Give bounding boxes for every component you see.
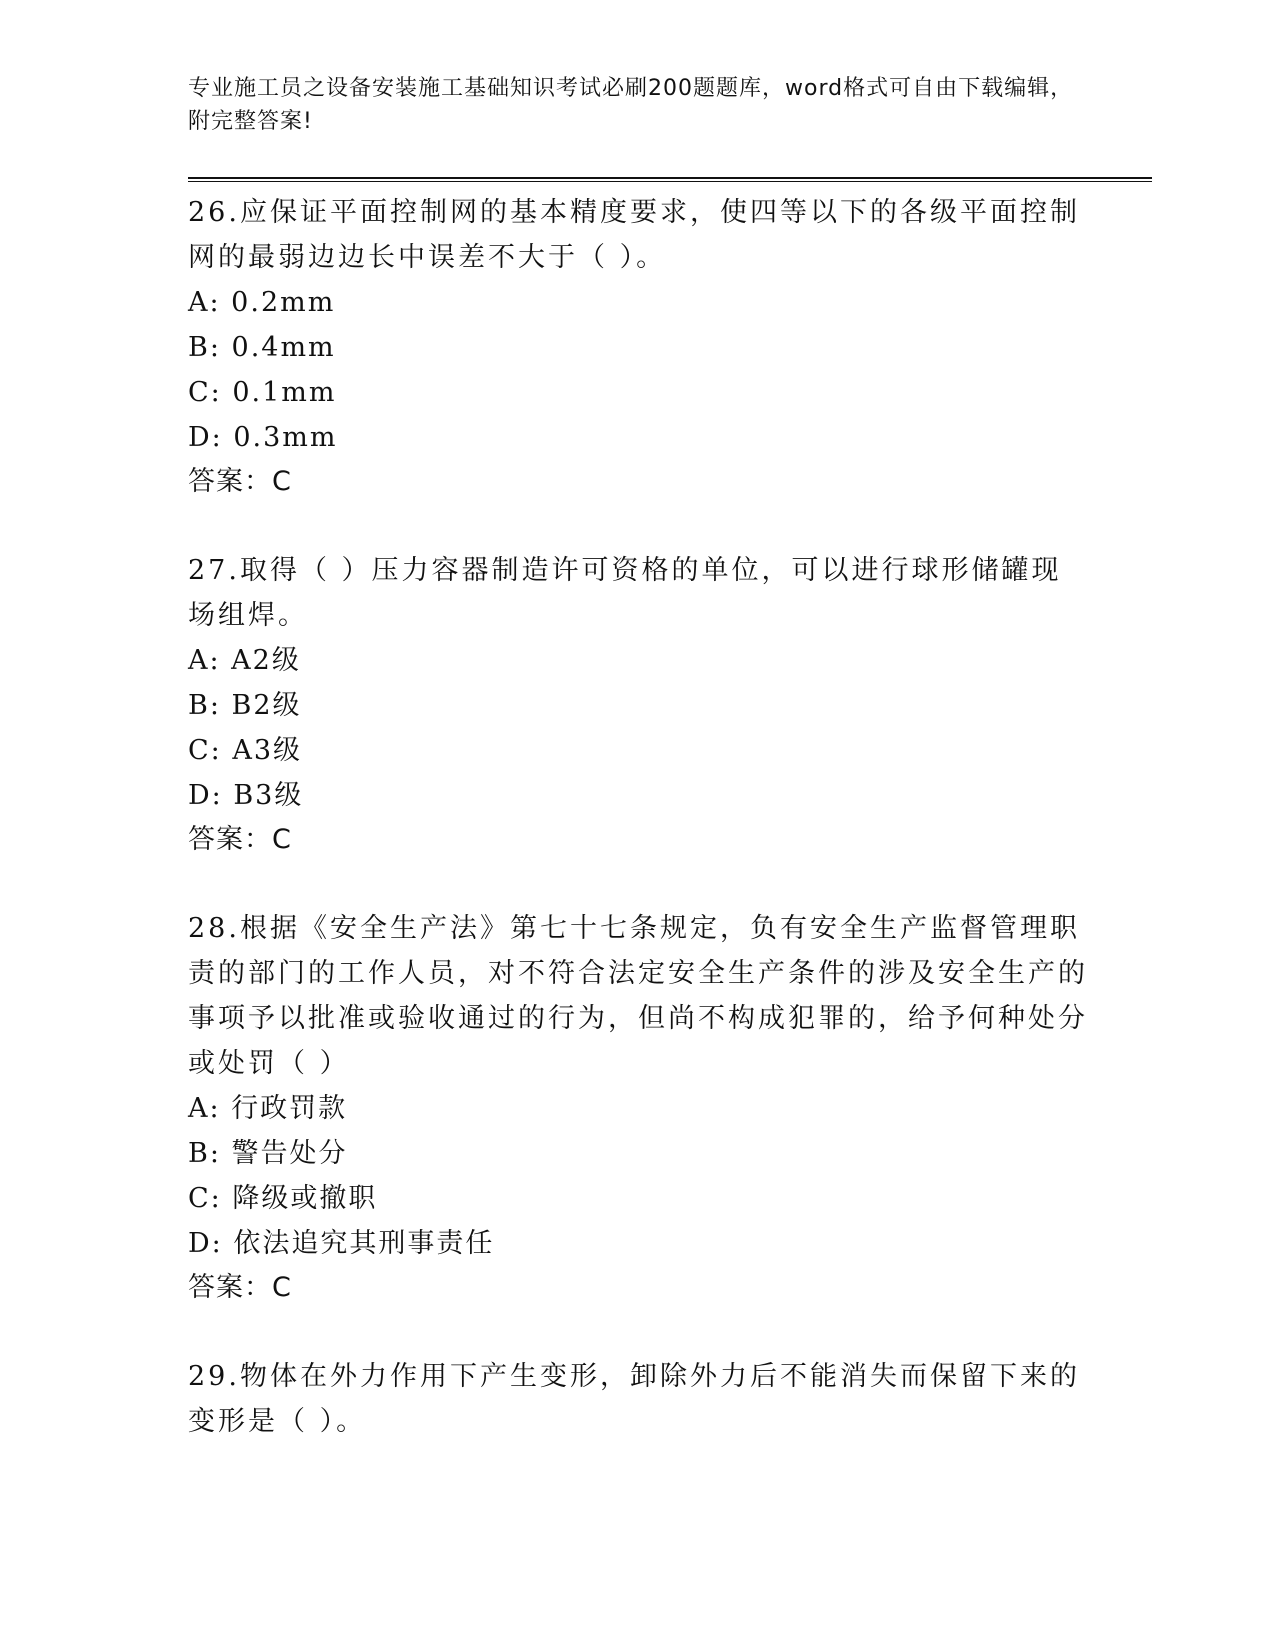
question-list	[188, 190, 1088, 1488]
option-d: D: B3级	[188, 780, 304, 811]
question-text: 27.取得（ ）压力容器制造许可资格的单位，可以进行球形储罐现场组焊。	[188, 555, 1062, 631]
option-d: D: 0.3mm	[188, 422, 338, 453]
question-29	[188, 1354, 1088, 1444]
answer: 答案：C	[188, 1272, 292, 1303]
option-a: A: 0.2mm	[188, 287, 336, 318]
question-28	[188, 906, 1088, 1310]
option-c: C: 0.1mm	[188, 377, 337, 408]
header-title: 专业施工员之设备安装施工基础知识考试必刷200题题库，word格式可自由下载编辑，附完整答案!	[188, 76, 1074, 134]
header-divider	[188, 177, 1152, 182]
option-c: C: 降级或撤职	[188, 1183, 378, 1214]
question-26	[188, 190, 1088, 504]
answer: 答案：C	[188, 824, 292, 855]
answer: 答案：C	[188, 466, 292, 497]
option-b: B: 0.4mm	[188, 332, 336, 363]
page-header	[188, 72, 1088, 138]
option-b: B: 警告处分	[188, 1138, 348, 1169]
question-text: 29.物体在外力作用下产生变形，卸除外力后不能消失而保留下来的变形是（ ）。	[188, 1361, 1080, 1437]
option-d: D: 依法追究其刑事责任	[188, 1228, 495, 1259]
option-a: A: A2级	[188, 645, 301, 676]
option-a: A: 行政罚款	[188, 1093, 348, 1124]
option-b: B: B2级	[188, 690, 302, 721]
question-text: 26.应保证平面控制网的基本精度要求，使四等以下的各级平面控制网的最弱边边长中误差不大于（ ）。	[188, 197, 1080, 273]
question-27	[188, 548, 1088, 862]
option-c: C: A3级	[188, 735, 303, 766]
question-text: 28.根据《安全生产法》第七十七条规定，负有安全生产监督管理职责的部门的工作人员，对不符合法定安全生产条件的涉及安全生产的事项予以批准或验收通过的行为，但尚不构成犯罪的，给予何种处分或处罚（ ）	[188, 913, 1088, 1079]
